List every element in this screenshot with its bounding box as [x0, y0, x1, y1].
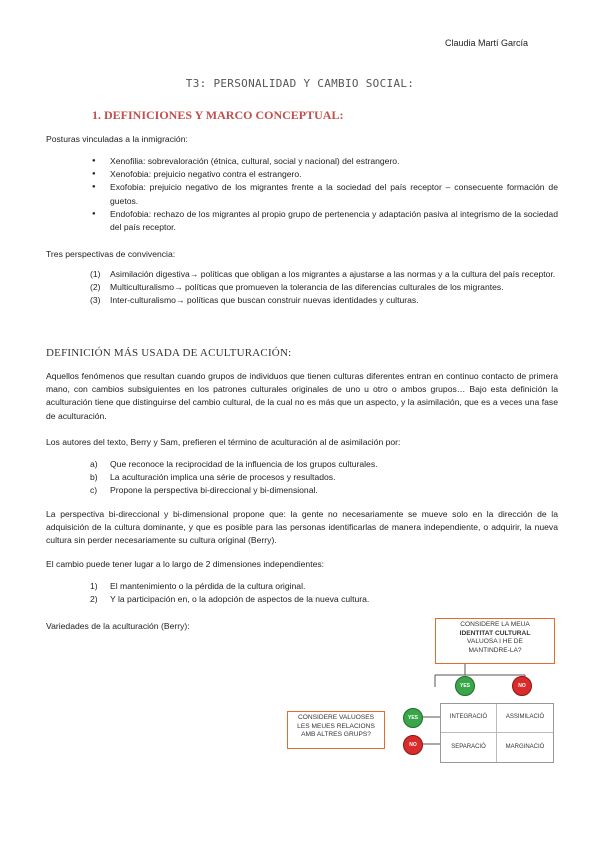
card-line: VALUOSA I HE DE — [467, 638, 523, 645]
list-item: 2) Y la participación en, o la adopción de aspectos de la nueva cultura. — [90, 594, 370, 605]
grid-divider-horizontal — [441, 732, 553, 733]
list-item: (1) Asimilación digestiva→ políticas que obligan a los migrantes a ajustarse a las normas y a la cultura del país receptor. — [90, 269, 556, 279]
reasons-list — [90, 458, 558, 498]
card-line: CONSIDERE LA MEUA — [460, 621, 530, 628]
card-line: LES MEUES RELACIONS — [297, 722, 375, 730]
list-item: ● Exofobia: prejuicio negativo de los migrantes frente a la sociedad del país receptor – consecuente formación de guetos. — [90, 181, 558, 207]
authors-intro: Los autores del texto, Berry y Sam, prefieren el término de aculturación al de asimilación por: — [46, 437, 401, 447]
cell-assimilation: ASSIMILACIÓ — [505, 714, 545, 720]
card-line: AMB ALTRES GRUPS? — [301, 731, 371, 738]
grid-divider-vertical — [496, 704, 497, 762]
list-item: (2) Multiculturalismo→ políticas que promueven la tolerancia de las diferencias culturales de los migrantes. — [90, 282, 504, 293]
section-heading-definitions: 1. DEFINICIONES Y MARCO CONCEPTUAL: — [92, 108, 344, 122]
list-item: ● Endofobia: rechazo de los migrantes al propio grupo de pertenencia y adaptación pasiva al integrismo de la sociedad del país receptor. — [90, 208, 558, 234]
card-line: CONSIDERE VALUOSES — [297, 714, 375, 721]
yes-circle-top: YES — [455, 676, 475, 696]
postures-intro: Posturas vinculadas a la inmigración: — [46, 134, 188, 144]
section-heading-acculturation: DEFINICIÓN MÁS USADA DE ACULTURACIÓN: — [46, 347, 292, 359]
yes-circle-left: YES — [403, 708, 423, 728]
list-item: c) Propone la perspectiva bi-direccional y bi-dimensional. — [90, 485, 318, 496]
postures-list — [90, 155, 558, 234]
list-item: ● Xenofobia: prejuicio negativo contra el estrangero. — [90, 168, 558, 181]
author-name: Claudia Martí García — [444, 38, 528, 48]
list-item: a) Que reconoce la reciprocidad de la influencia de los grupos culturales. — [90, 459, 378, 469]
list-item: 1) El mantenimiento o la pérdida de la cultura original. — [90, 581, 306, 591]
perspectives-intro: Tres perspectivas de convivencia: — [46, 249, 176, 259]
dimensions-list — [90, 580, 558, 606]
card-line: MANTINDRE-LA? — [468, 646, 522, 654]
acculturation-diagram — [285, 615, 560, 765]
identity-question-card — [435, 618, 555, 664]
cell-marginalization: MARGINACIÓ — [505, 744, 545, 750]
no-circle-left: NO — [403, 735, 423, 755]
card-line: IDENTITAT CULTURAL — [459, 629, 531, 637]
cell-integration: INTEGRACIÓ — [449, 714, 488, 720]
acculturation-grid — [440, 703, 554, 763]
list-item: ● Xenofilia: sobrevaloración (étnica, cultural, social y nacional) del estrangero. — [90, 155, 558, 168]
perspectives-list — [90, 268, 558, 308]
cell-separation: SEPARACIÓ — [451, 744, 486, 750]
no-circle-top: NO — [512, 676, 532, 696]
acculturation-definition: Aquellos fenómenos que resultan cuando grupos de individuos que tienen culturas diferentes entran en continuo contacto de primera mano, con cambios subsiguientes en los patrones culturales originales de uno u otro o ambos grupos… Bajo esta definición la aculturación tiene que distinguirse del cambio cultural, de la cual no es más que un aspecto, y la asimilación, que es a veces una fase de aculturación. — [46, 371, 558, 421]
page-title: T3: PERSONALIDAD Y CAMBIO SOCIAL: — [185, 77, 415, 90]
relations-question-card — [287, 711, 385, 749]
bidirectional-paragraph: La perspectiva bi-direccional y bi-dimensional propone que: la gente no necesariamente se mueve solo en la dirección de la adquisición de la cultura dominante, y que es posible para las personas identificarlas de manera independiente, o adquirir, la nueva cultura sin perder necesariamente su cultura original (Berry). — [46, 509, 558, 546]
list-item: b) La aculturación implica una série de procesos y resultados. — [90, 472, 336, 483]
list-item: (3) Inter-culturalismo→ políticas que buscan construir nuevas identidades y culturas. — [90, 295, 419, 306]
change-intro: El cambio puede tener lugar a lo largo de 2 dimensiones independientes: — [46, 559, 325, 569]
varieties-label: Variedades de la aculturación (Berry): — [46, 621, 190, 631]
